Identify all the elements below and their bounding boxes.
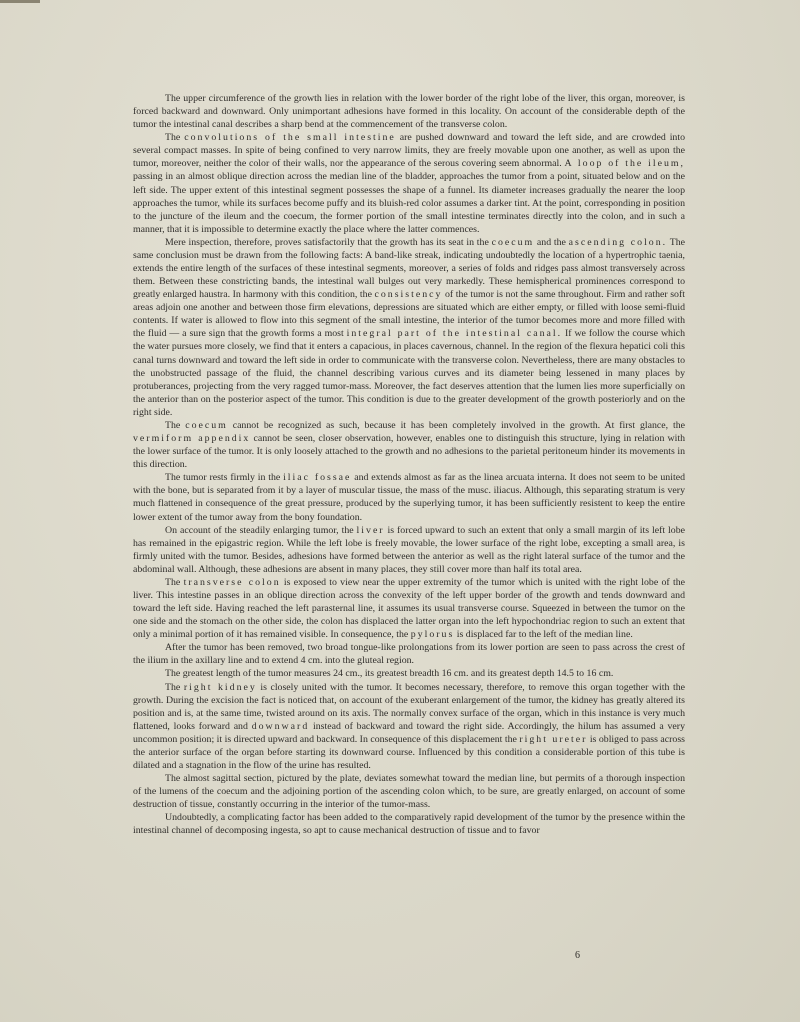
text-run: Mere inspection, therefore, proves satisfactorily that the growth has its seat in the	[165, 236, 492, 248]
document-body	[133, 92, 685, 837]
spaced-term: ascending colon.	[568, 236, 668, 248]
text-run: The	[165, 681, 184, 693]
spaced-term: transverse colon	[183, 576, 281, 588]
spaced-term: vermiform appendix	[133, 433, 251, 445]
text-run: The upper circumference of the growth lies in relation with the lower border of the right lobe of the liver, this organ, moreover, is forced backward and downward. Only unimportant adhesions have formed in this locality. On account of the considerable depth of the tumor the intestinal canal describes a sharp bend at the commencement of the transverse colon.	[133, 93, 685, 131]
paragraph	[133, 236, 685, 419]
text-run: The same conclusion must be drawn from the following facts: A band-like streak, indicating undoubtedly the location of a hypertrophic taenia, extends the entire length of the surfaces of these intestinal segments, moreover, a series of folds and ridges pass almost transversely across them. Between these constricting bands, the intestinal wall bulges out very markedly. These hemispherical prominences correspond to greatly enlarged haustra. In harmony with this condition, the	[133, 236, 685, 301]
spaced-term: integral part of the intestinal canal.	[346, 328, 563, 340]
paragraph	[133, 772, 685, 811]
paragraph	[133, 667, 685, 680]
paragraph	[133, 576, 685, 641]
paragraph	[133, 471, 685, 523]
text-run: is exposed to view near the upper extremity of the tumor which is united with the right lobe of the liver. This intestine passes in an oblique direction across the convexity of the left upper border of the growth and tends downward and toward the left side. Having reached the left parasternal line, it assumes its usual transverse course. Squeezed in between the tumor on the one side and the stomach on the other side, the colon has displaced the latter organ into the left hypochondriac region to such an extent that only a minimal portion of it has remained visible. In consequence, the	[133, 576, 685, 641]
spaced-term: iliac fossae	[283, 472, 352, 484]
paragraph	[133, 681, 685, 773]
text-run: is obliged to pass across the anterior surface of the organ before starting its downward course. Influenced by this condition a considerable portion of this tube is dilated and a stagnation in the flow of the urine has resulted.	[133, 733, 685, 771]
text-run: cannot be recognized as such, because it has been completely involved in the growth. At first glance, the	[227, 419, 686, 431]
page-edge-mark	[0, 0, 40, 3]
spaced-term: convolutions of the small intestine	[184, 132, 396, 144]
paragraph	[133, 92, 685, 131]
text-run: On account of the steadily enlarging tumor, the	[165, 524, 357, 536]
text-run: and the	[534, 236, 569, 248]
text-run: The	[165, 576, 184, 588]
paragraph	[133, 524, 685, 576]
text-run: The greatest length of the tumor measures 24 cm., its greatest breadth 16 cm. and its greatest depth 14.5 to 16 cm.	[165, 668, 614, 680]
text-run: of the tumor is not the same throughout. Firm and rather soft areas adjoin one another and between those firm elevations, depressions are situated which are either empty, or filled with loose semi-fluid contents. If water is allowed to flow into this segment of the small intestine, the interior of the tumor becomes more and more filled with the fluid — a sure sign that the growth forms a most	[133, 289, 685, 340]
text-run: is closely united with the tumor. It becomes necessary, therefore, to remove this organ together with the growth. During the excision the fact is noticed that, on account of the exuberant enlargement of the tumor, the kidney has greatly altered its position and is, at the same time, twisted around on its axis. The normally convex surface of the organ, which in this instance is very much flattened, looks forward and	[133, 681, 685, 732]
text-run: is forced upward to such an extent that only a small margin of its left lobe has remained in the epigastric region. While the left lobe is freely movable, the lower surface of the right lobe, excepting a small area, is firmly united with the tumor. Besides, adhesions have formed between the anterior as well as the right lateral surface of the tumor and the abdominal wall. Although, these adhesions are absent in many places, they still cover more than half its total area.	[133, 524, 685, 575]
text-run: If we follow the course which the water pursues more closely, we find that it enters a capacious, in places cavernous, channel. In the region of the flexura hepatici coli this canal turns downward and toward the left side in order to communicate with the transverse colon. Nevertheless, there are many obstacles to the unobstructed passage of the fluid, the channel describing various curves and its diameter being lessened in many places by protuberances, projecting from the very ragged tumor-mass. Moreover, the fact deserves attention that the lumen lies more superficially on the anterior than on the posterior aspect of the tumor. This condition is due to the greater development of the growth posteriorly and on the right side.	[133, 328, 686, 418]
text-run: are pushed downward and toward the left side, and are crowded into several compact masses. In spite of being confined to very narrow limits, they are freely movable upon one another, as well as upon the tumor, moreover, neither the color of their walls, nor the appearance of the serous covering seem abnormal.	[133, 132, 686, 170]
spaced-term: coecum	[491, 236, 535, 248]
paragraph	[133, 419, 685, 471]
spaced-term: consistency	[374, 289, 443, 301]
text-run: instead of backward and toward the right side. Accordingly, the hilum has assumed a very uncommon position; it is directed upward and backward. In consequence of this displacement the	[133, 720, 685, 745]
paragraph	[133, 811, 685, 837]
text-run: cannot be seen, closer observation, however, enables one to distinguish this structure, lying in relation with the lower surface of the tumor. It is only loosely attached to the growth and no adhesions to the parietal peritoneum hinder its movements in this direction.	[133, 433, 686, 471]
spaced-term: downward	[251, 720, 310, 732]
spaced-term: A loop of the ileum,	[564, 158, 686, 170]
spaced-term: right ureter	[519, 733, 588, 745]
text-run: passing in an almost oblique direction across the median line of the bladder, approaches the tumor from a point, situated below and on the left side. The upper extent of this intestinal segment possesses the shape of a funnel. Its diameter increases gradually the nearer the loop approaches the tumor, while its surfaces become puffy and its bluish-red color assumes a darker tint. At the point, corresponding in position to the juncture of the ileum and the coecum, the former portion of the small intestine terminates directly into the colon, and in such a manner, that it is impossible to determine exactly the place where the latter commences.	[133, 171, 685, 235]
text-run: is displaced far to the left of the median line.	[454, 629, 633, 641]
spaced-term: pylorus	[410, 629, 455, 641]
text-run: and extends almost as far as the linea arcuata interna. It does not seem to be united with the bone, but is separated from it by a layer of muscular tissue, the mass of the musc. iliacus. Although, this separating stratum is very much flattened in consequence of the great pressure, produced by the superlying tumor, it has been sufficiently resistent to keep the entire lower extent of the tumor away from the bony foundation.	[133, 472, 685, 523]
spaced-term: coecum	[185, 419, 228, 431]
page-number: 6	[575, 950, 580, 961]
text-run: The tumor rests firmly in the	[165, 472, 284, 484]
text-run: Undoubtedly, a complicating factor has been added to the comparatively rapid development of the tumor by the presence within the intestinal channel of decomposing ingesta, so apt to cause mechanical destruction of tissue and to favor	[133, 812, 685, 837]
spaced-term: liver	[356, 524, 385, 536]
text-run: The almost sagittal section, pictured by the plate, deviates somewhat toward the median line, but permits of a thorough inspection of the lumens of the coecum and the adjoining portion of the ascending colon which, to be sure, are greatly enlarged, on account of some destruction of tissue, constantly occurring in the interior of the tumor-mass.	[133, 773, 685, 811]
text-run: The	[165, 132, 185, 144]
paragraph	[133, 641, 685, 667]
text-run: After the tumor has been removed, two broad tongue-like prolongations from its lower portion are seen to pass across the crest of the ilium in the axillary line and to extend 4 cm. into the gluteal region.	[133, 642, 685, 667]
paragraph	[133, 131, 685, 236]
text-run: The	[165, 419, 186, 431]
spaced-term: right kidney	[183, 681, 257, 693]
